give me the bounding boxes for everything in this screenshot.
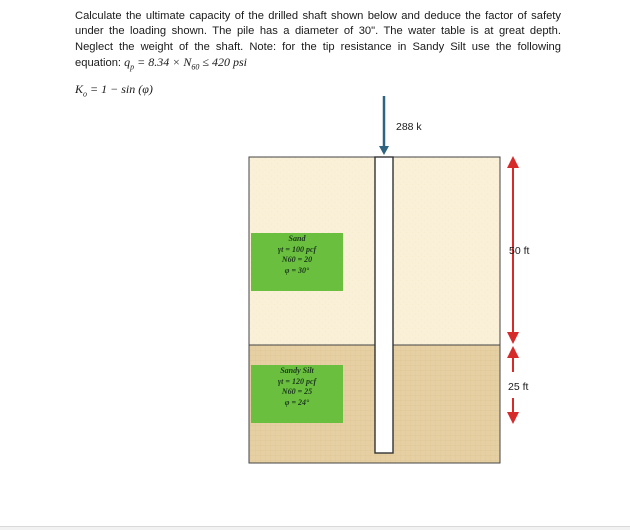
sand-name: Sand xyxy=(288,234,306,243)
load-arrow-icon xyxy=(379,96,389,155)
sand-thickness-label: 50 ft xyxy=(509,245,530,257)
bottom-divider xyxy=(0,526,630,530)
sandy-silt-friction-angle: φ = 24° xyxy=(284,397,310,407)
sandy-silt-properties xyxy=(251,366,343,408)
sand-properties xyxy=(251,234,343,276)
sandy-silt-unit-weight: γt = 120 pcf xyxy=(277,376,317,386)
sand-friction-angle: φ = 30° xyxy=(284,265,310,275)
sand-n60: N60 = 20 xyxy=(281,255,313,264)
problem-text: Calculate the ultimate capacity of the drilled shaft shown below and deduce the factor of safety under the loading shown. The pile has a diameter of 30". The water table is at great depth. Neglect the weight of the shaft. Note: for the tip resistance in Sandy Silt use the following equation: xyxy=(75,10,561,70)
silt-thickness-label: 25 ft xyxy=(508,381,529,393)
sand-unit-weight: γt = 100 pcf xyxy=(277,244,317,254)
sandy-silt-n60: N60 = 25 xyxy=(281,387,313,396)
tip-resistance-equation: $q_p = 8.34 \times N_{60} \le 420$ psi xyxy=(124,55,247,72)
load-label: 288 k xyxy=(396,121,422,133)
sandy-silt-name: Sandy Silt xyxy=(280,366,314,375)
drilled-shaft xyxy=(375,157,393,453)
k0-equation: $K_o = 1 - \sin (\varphi)$ xyxy=(75,82,153,99)
